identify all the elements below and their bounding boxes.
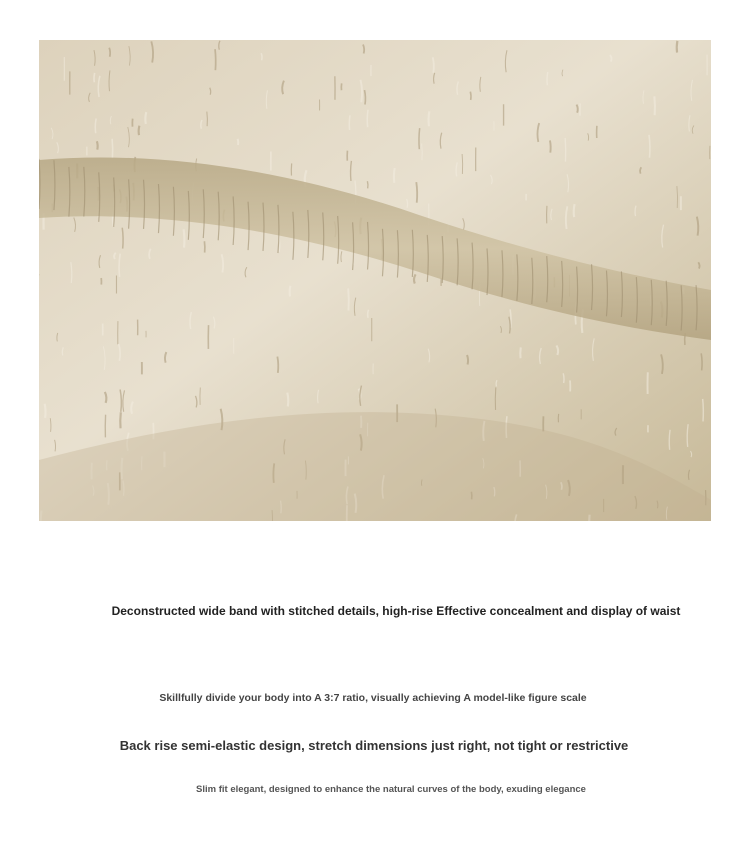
- caption-body-ratio: Skillfully divide your body into A 3:7 ratio, visually achieving A model-like figure scale: [159, 692, 587, 704]
- fabric-crinkle: [109, 48, 110, 57]
- fabric-crinkle: [467, 355, 468, 364]
- caption-elastic-design: Back rise semi-elastic design, stretch dimensions just right, not tight or restrictive: [119, 738, 629, 753]
- fabric-crinkle: [416, 182, 417, 203]
- fabric-crinkle: [364, 90, 365, 104]
- fabric-crinkle: [94, 73, 95, 82]
- fabric-crinkle: [261, 53, 262, 60]
- fabric-crinkle: [120, 412, 121, 428]
- fabric-crinkle: [419, 128, 420, 149]
- fabric-crinkle: [287, 393, 288, 407]
- fabric-crinkle: [550, 140, 551, 152]
- fabric-crinkle: [367, 110, 368, 127]
- fabric-crinkle: [97, 141, 98, 149]
- fabric-crinkle: [565, 138, 566, 162]
- fabric-crinkle: [238, 139, 239, 145]
- product-photo-fabric-waistband: [39, 40, 711, 521]
- fabric-crinkle: [654, 96, 655, 115]
- fabric-texture-image: [39, 40, 711, 521]
- fabric-crinkle: [349, 115, 350, 130]
- fabric-crinkle: [701, 353, 702, 370]
- fabric-crinkle: [462, 154, 463, 174]
- fabric-crinkle: [207, 112, 208, 127]
- fabric-crinkle: [368, 310, 369, 318]
- fabric-crinkle: [139, 126, 140, 135]
- fabric-crinkle: [184, 229, 185, 247]
- caption-slim-fit: Slim fit elegant, designed to enhance the natural curves of the body, exuding elegance: [196, 784, 586, 795]
- fabric-crinkle: [277, 357, 278, 373]
- fabric-crinkle: [290, 286, 291, 297]
- fabric-crinkle: [95, 118, 96, 133]
- caption-waistband-detail: Deconstructed wide band with stitched details, high-rise Effective concealment and display of waist: [111, 604, 681, 618]
- fabric-crinkle: [649, 135, 650, 158]
- fabric-crinkle: [45, 404, 46, 418]
- fabric-crinkle: [145, 112, 146, 124]
- fabric-crinkle: [470, 92, 471, 100]
- fabric-crinkle: [677, 41, 678, 53]
- fabric-crinkle: [348, 288, 349, 310]
- fabric-crinkle: [215, 49, 216, 70]
- fabric-crinkle: [112, 139, 113, 159]
- fabric-crinkle: [547, 72, 548, 85]
- fabric-crinkle: [122, 228, 123, 249]
- fabric-crinkle: [703, 399, 704, 421]
- fabric-crinkle: [495, 387, 496, 409]
- fabric-crinkle: [367, 181, 368, 188]
- fabric-crinkle: [394, 168, 395, 183]
- fabric-crinkle: [429, 111, 430, 126]
- fabric-crinkle: [574, 204, 575, 217]
- fabric-crinkle: [563, 373, 564, 383]
